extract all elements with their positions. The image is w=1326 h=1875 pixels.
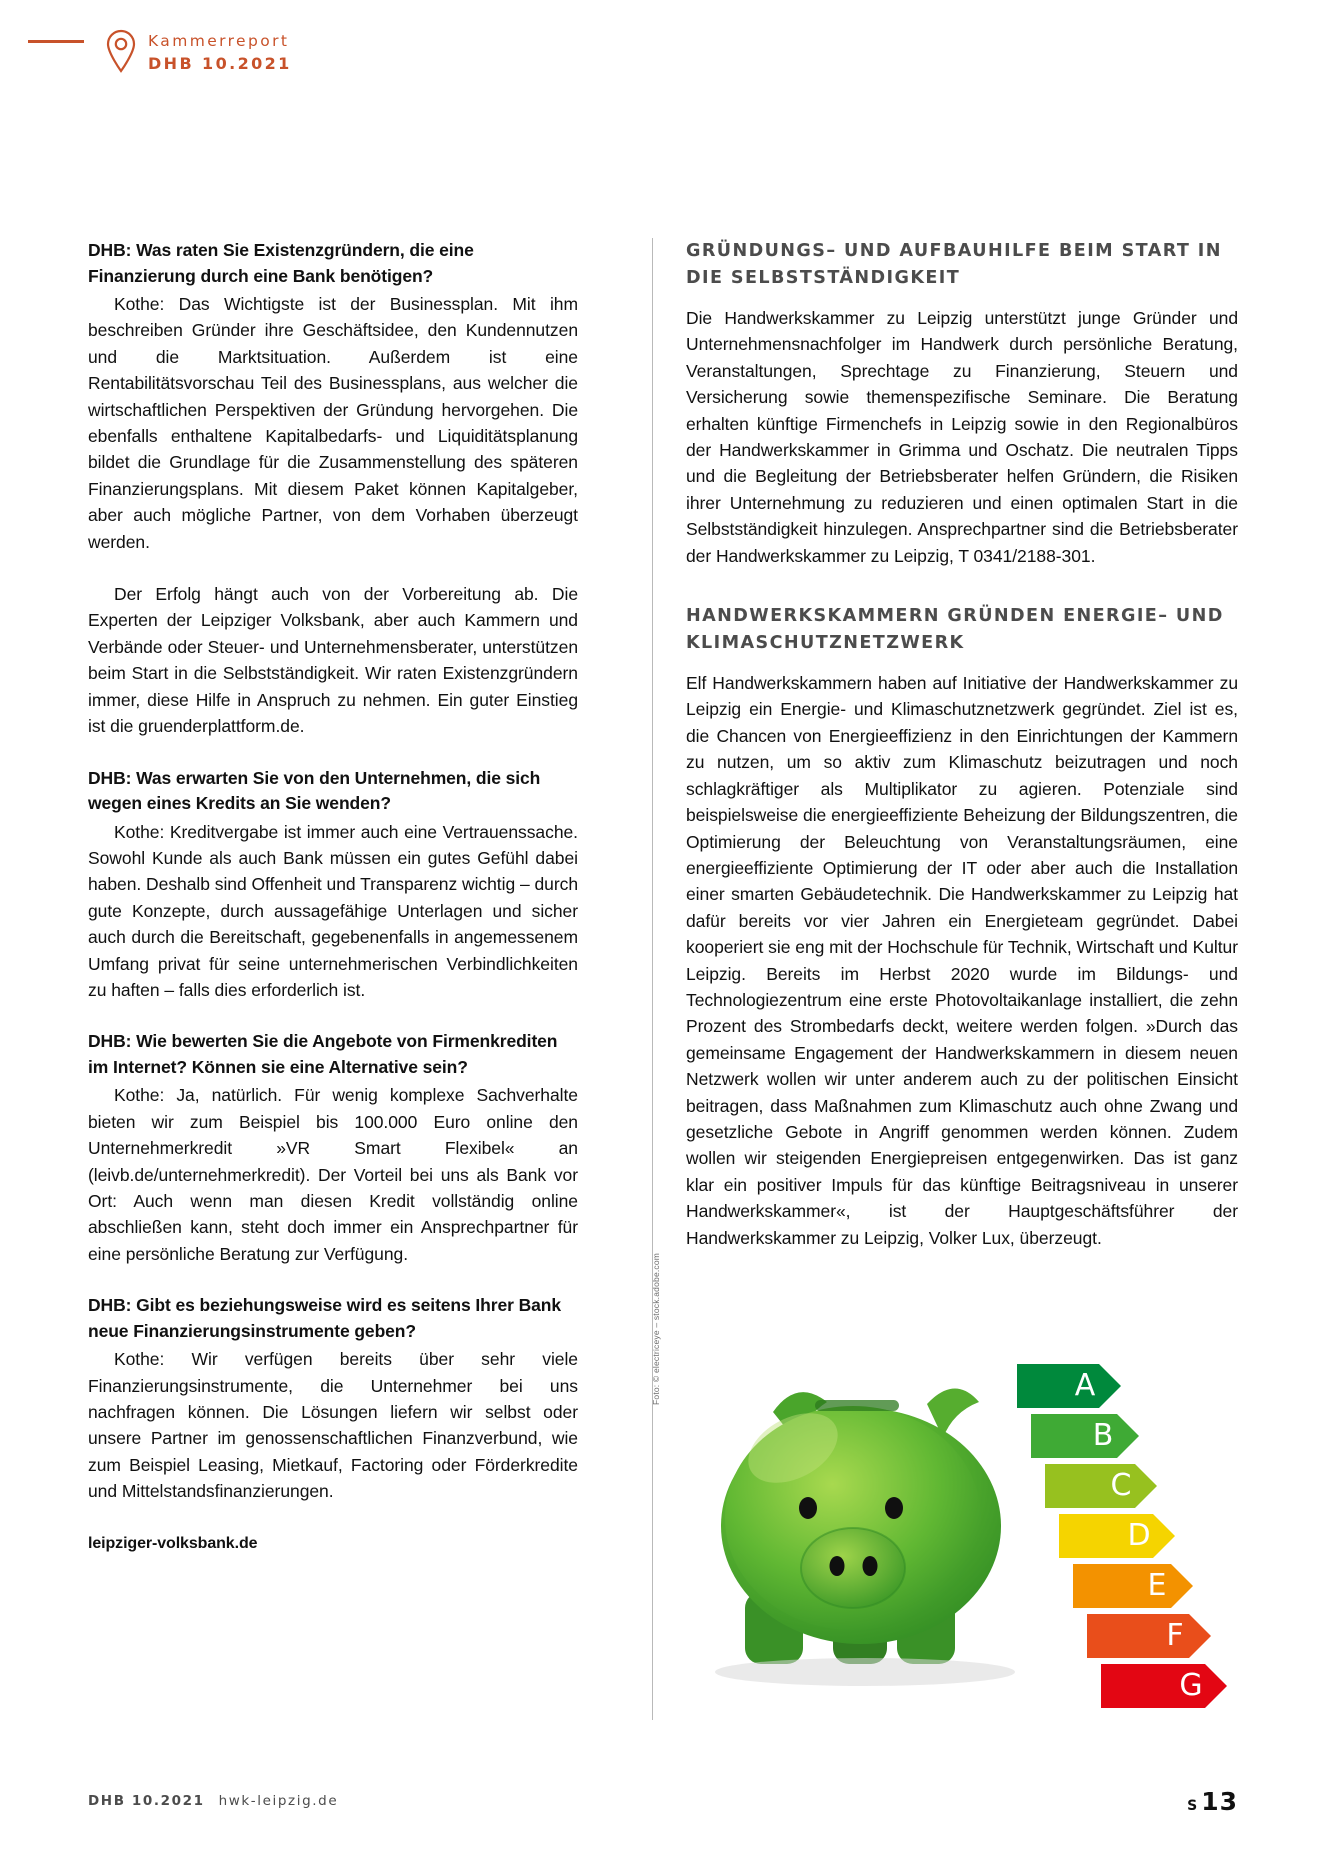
energy-label-a — [1017, 1364, 1121, 1408]
interview-answer-2: Kothe: Kreditvergabe ist immer auch eine Vertrauenssache. Sowohl Kunde als auch Bank müssen ein gutes Gefühl dabei haben. Deshalb sind Offenheit und Transparenz wichtig – durch gute Konzepte, durch aussagefähige Unterlagen und sicher auch durch die Bereitschaft, gegebenenfalls in angemessenem Umfang privat für seine unternehmerischen Verbindlichkeiten zu haften – falls dies erforderlich ist. — [88, 821, 578, 1000]
interview-question-4: DHB: Gibt es beziehungsweise wird es seitens Ihrer Bank neue Finanzierungsinstrumente geben? — [88, 1295, 561, 1341]
svg-text:E: E — [1147, 1568, 1167, 1603]
energy-label-e — [1073, 1564, 1193, 1608]
figure-illustration — [665, 1330, 1240, 1722]
energy-label-c — [1045, 1464, 1157, 1508]
header-titles — [148, 30, 292, 76]
left-column — [88, 238, 578, 1553]
header-issue: DHB 10.2021 — [148, 54, 292, 73]
section-heading-2: HANDWERKSKAMMERN GRÜNDEN ENERGIE– UND KLIMASCHUTZNETZWERK — [686, 606, 1224, 654]
interview-question-3: DHB: Wie bewerten Sie die Angebote von Firmenkrediten im Internet? Können sie eine Alternative sein? — [88, 1031, 558, 1077]
footer-left — [88, 1793, 338, 1809]
footer-page — [1187, 1787, 1238, 1816]
svg-text:F: F — [1166, 1618, 1184, 1653]
page-number: 13 — [1201, 1787, 1238, 1816]
header-accent-rule — [28, 40, 84, 43]
page-prefix: S — [1187, 1798, 1199, 1814]
photo-credit: Foto: © electriceye – stock.adobe.com — [651, 1252, 661, 1405]
column-divider — [652, 238, 653, 1720]
svg-text:B: B — [1092, 1418, 1114, 1453]
piggy-bank-energy-label-photo — [651, 1252, 1240, 1722]
page-footer — [0, 1787, 1326, 1823]
interview-question-2: DHB: Was erwarten Sie von den Unternehmen, die sich wegen eines Kredits an Sie wenden? — [88, 767, 541, 813]
svg-text:C: C — [1110, 1468, 1132, 1503]
footer-url: hwk-leipzig.de — [218, 1793, 339, 1809]
page-header — [0, 28, 1326, 88]
energy-label-g — [1101, 1664, 1227, 1708]
section-body-1: Die Handwerkskammer zu Leipzig unterstützt junge Gründer und Unternehmensnachfolger im Handwerk durch persönliche Beratung, Veranstaltungen, Sprechtage zu Finanzierung, Steuern und Versicherung sowie themenspezifische Seminare. Die Beratung erhalten künftige Firmenchefs in Leipzig sowie in den Regionalbüros der Handwerkskammer in Grimma und Oschatz. Die neutralen Tipps und die Begleitung der Betriebsberater helfen Gründern, die Risiken ihrer Unternehmung zu reduzieren und einen optimalen Start in die Selbstständigkeit hinzulegen. Ansprechpartner sind die Betriebsberater der Handwerkskammer zu Leipzig, T 0341/2188-301. — [686, 308, 1238, 566]
footer-issue: DHB 10.2021 — [88, 1793, 205, 1809]
energy-label-b — [1031, 1414, 1139, 1458]
svg-text:A: A — [1074, 1368, 1096, 1403]
interview-answer-1: Kothe: Das Wichtigste ist der Businessplan. Mit ihm beschreiben Gründer ihre Geschäftsidee, den Kundennutzen und die Marktsituation. Außerdem ist eine Rentabilitätsvorschau Teil des Businessplans, aus welcher die wirtschaftlichen Perspektiven der Gründung hervorgehen. Die ebenfalls enthaltene Kapitalbedarfs- und Liquiditätsplanung bildet die Grundlage für die Zusammenstellung des späteren Finanzierungsplans. Mit diesem Paket können Kapitalgeber, aber auch mögliche Partner, von dem Vorhaben überzeugt werden. — [88, 294, 578, 552]
section-body-2: Elf Handwerkskammern haben auf Initiative der Handwerkskammer zu Leipzig ein Energie- und Klimaschutznetzwerk gegründet. Ziel ist es, die Chancen von Energieeffizienz in den Einrichtungen der Kammern zu nutzen, um so aktiv zum Klimaschutz beizutragen und noch schlagkräftiger als Multiplikator zu agieren. Potenziale sind beispielsweise die energieeffiziente Beheizung der Bildungszentren, die Optimierung der Beleuchtung von Veranstaltungsräumen, eine energieeffiziente Optimierung der IT oder aber auch die Installation einer smarten Gebäudetechnik. Die Handwerkskammer zu Leipzig hat dafür bereits vor vier Jahren ein Energieteam gegründet. Dabei kooperiert sie eng mit der Hochschule für Technik, Wirtschaft und Kultur Leipzig. Bereits im Herbst 2020 wurde im Bildungs- und Technologiezentrum eine erste Photovoltaikanlage installiert, die zehn Prozent des Strombedarfs deckt, weitere werden folgen. »Durch das gemeinsame Engagement der Handwerkskammern in diesem neuen Netzwerk wollen wir unter anderem auch zu der politischen Einsicht beitragen, dass Maßnahmen zum Klimaschutz auch ohne Zwang und gesetzliche Gebote in Angriff genommen werden können. Zudem wollen wir steigenden Energiepreisen entgegenwirken. Das ist ganz klar ein positiver Impuls für das künftige Beitragsniveau in unserer Handwerkskammer«, ist der Hauptgeschäftsführer der Handwerkskammer zu Leipzig, Volker Lux, überzeugt. — [686, 673, 1238, 1248]
source-link[interactable]: leipziger-volksbank.de — [88, 1534, 258, 1552]
section-heading-1: GRÜNDUNGS– UND AUFBAUHILFE BEIM START IN DIE SELBSTSTÄNDIGKEIT — [686, 241, 1222, 288]
interview-answer-1-cont: Der Erfolg hängt auch von der Vorbereitung ab. Die Experten der Leipziger Volksbank, aber auch Kammern und Verbände oder Steuer- und Unternehmensberater, unterstützen beim Start in die Selbstständigkeit. Wir raten Existenzgründern immer, diese Hilfe in Anspruch zu nehmen. Ein guter Einstieg ist die gruenderplattform.de. — [88, 584, 578, 737]
header-kicker: Kammerreport — [148, 32, 290, 50]
energy-label-scale — [1017, 1364, 1227, 1708]
interview-question-1: DHB: Was raten Sie Existenzgründern, die eine Finanzierung durch eine Bank benötigen? — [88, 240, 474, 286]
svg-text:D: D — [1127, 1518, 1151, 1553]
right-column — [686, 238, 1238, 1251]
svg-text:G: G — [1179, 1668, 1203, 1703]
energy-label-d — [1059, 1514, 1175, 1558]
location-pin-icon — [104, 28, 138, 74]
energy-label-f — [1087, 1614, 1211, 1658]
interview-answer-3: Kothe: Ja, natürlich. Für wenig komplexe Sachverhalte bieten wir zum Beispiel bis 100.000 Euro online den Unternehmerkredit »VR Smart Flexibel« an (leivb.de/unternehmerkredit). Der Vorteil bei uns als Bank vor Ort: Auch wenn man diesen Kredit vollständig online abschließen kann, steht doch immer ein Ansprechpartner für eine persönliche Beratung zur Verfügung. — [88, 1085, 578, 1264]
interview-answer-4: Kothe: Wir verfügen bereits über sehr viele Finanzierungsinstrumente, die Unternehmer bei uns nachfragen können. Die Lösungen liefern wir selbst oder unsere Partner im genossenschaftlichen Finanzverbund, wie zum Beispiel Leasing, Mietkauf, Factoring oder Förderkredite und Mittelstandsfinanzierungen. — [88, 1349, 578, 1502]
